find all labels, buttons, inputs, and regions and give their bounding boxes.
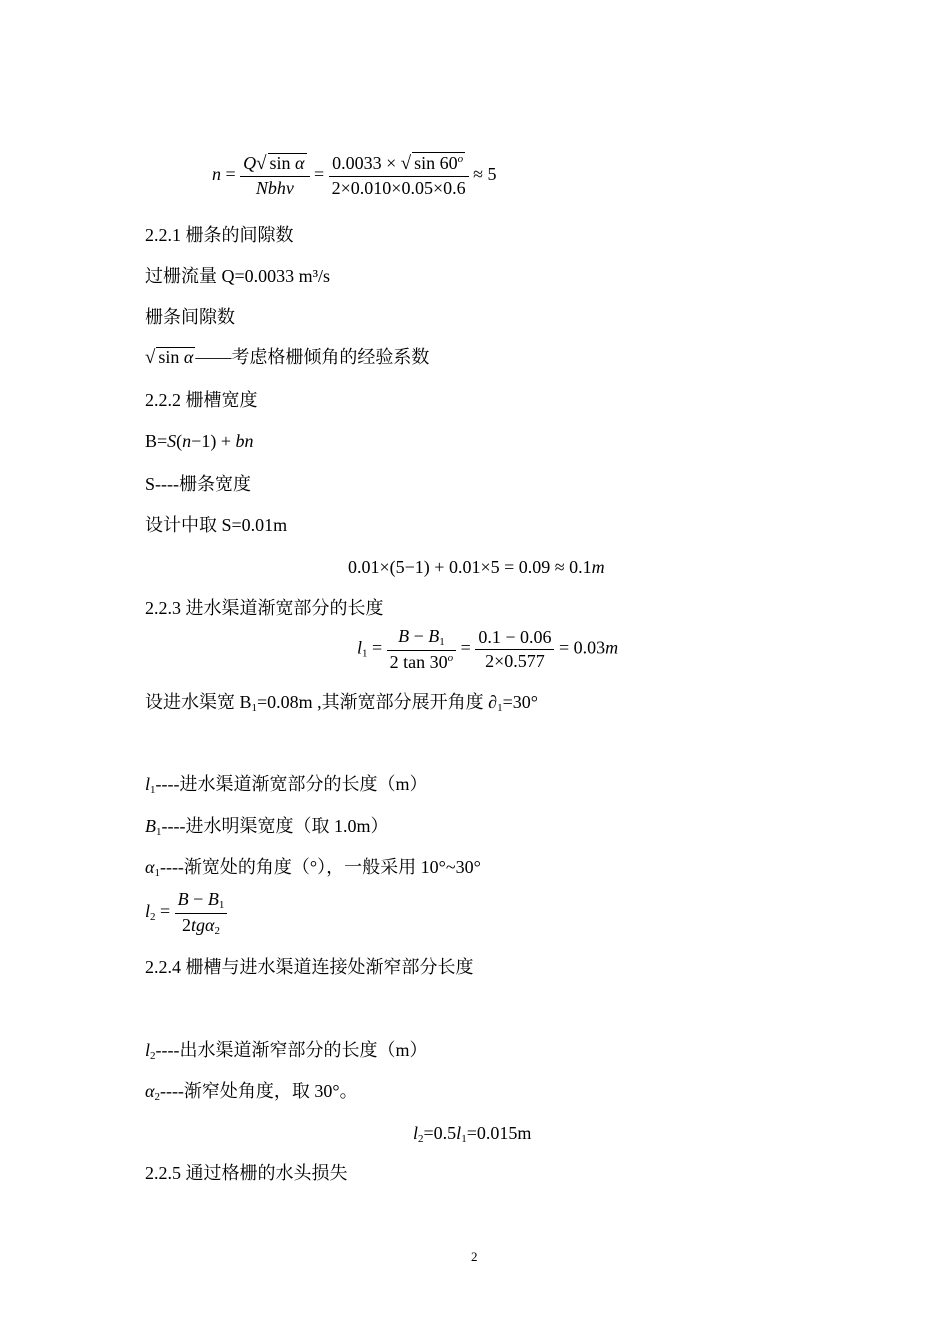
l1-desc: ----进水渠道渐宽部分的长度（m）	[155, 774, 428, 794]
heading-2-2-3: 2.2.3 进水渠道渐宽部分的长度	[145, 598, 384, 618]
channel-width-calc: 0.01×(5−1) + 0.01×5 = 0.09 ≈ 0.1m	[348, 557, 605, 577]
l2-eq-part-a: =0.5	[423, 1123, 457, 1143]
l2-definition: $l_2----$出水渠道渐窄部分的长度（m）	[145, 1040, 428, 1062]
alpha1-desc: ----渐宽处的角度（°），一般采用 10°~30°	[159, 857, 481, 877]
page-number: 2	[471, 1249, 478, 1264]
gap-count-label: 栅条间隙数	[145, 307, 235, 327]
b1-setting-line: 设进水渠宽 $B_1=0.08m$ ,其渐宽部分展开角度 $\partial_1=30^\circ$	[145, 692, 538, 714]
heading-2-2-1: 2.2.1 栅条的间隙数	[145, 225, 294, 245]
b1-setting-part-a: 设进水渠宽 B	[145, 692, 252, 712]
channel-width-formula: B=S(n−1) + bn	[145, 431, 254, 451]
l2-equation: $l_2=0.5l_1=0.015m$	[413, 1123, 532, 1145]
sqrt-sin-alpha-line: √ sin α ——考虑格栅倾角的经验系数	[145, 347, 430, 368]
gap-count-formula: n = $\frac{\text{Q√ sin α}}{\text{Nbhv}}$ = $\frac{0.0033 \times √ \sin 60^o}{2\times 0.010\times 0.05\times 0.6}$ ≈ 5	[212, 153, 497, 198]
heading-2-2-4: 2.2.4 栅槽与进水渠道连接处渐窄部分长度	[145, 957, 474, 977]
l1-formula: $l_1$ = $\frac{B - B_1}{2 \tan 30^o}$ = $\frac{0.1 - 0.06}{2\times 0.577}$ = 0.03m	[357, 626, 619, 672]
B1-definition: $B_1----$进水明渠宽度（取 1.0m）	[145, 816, 389, 838]
heading-2-2-5: 2.2.5 通过格栅的水头损失	[145, 1163, 348, 1183]
channel-width-prefix: B=	[145, 431, 168, 451]
l2-desc: ----出水渠道渐窄部分的长度（m）	[155, 1040, 428, 1060]
flow-rate-line: 过栅流量 Q=0.0033 m³/s	[145, 266, 331, 286]
b1-setting-part-b: =0.08m ,其渐宽部分展开角度	[257, 692, 484, 712]
heading-2-2-2: 2.2.2 栅槽宽度	[145, 390, 258, 410]
b1-setting-part-c: =30°	[502, 692, 538, 712]
l1-definition: $l_1----$进水渠道渐宽部分的长度（m）	[145, 774, 428, 796]
alpha2-definition: $\alpha_2----$渐窄处角度，取 30°。	[145, 1081, 358, 1103]
s-value: 设计中取 S=0.01m	[145, 515, 288, 535]
B1-desc: ----进水明渠宽度（取 1.0m）	[161, 816, 389, 836]
alpha2-desc: ----渐窄处角度，取 30°。	[159, 1081, 358, 1101]
l2-formula: $l_2$ = $\frac{B - B_1}{2tg\alpha_2}$	[145, 888, 227, 938]
sqrt-sin-alpha-desc: ——考虑格栅倾角的经验系数	[195, 347, 430, 367]
l2-eq-part-b: =0.015m	[466, 1123, 532, 1143]
alpha1-definition: $\alpha_1----$渐宽处的角度（°），一般采用 10°~30°	[145, 857, 481, 879]
s-description: S----栅条宽度	[145, 474, 251, 494]
